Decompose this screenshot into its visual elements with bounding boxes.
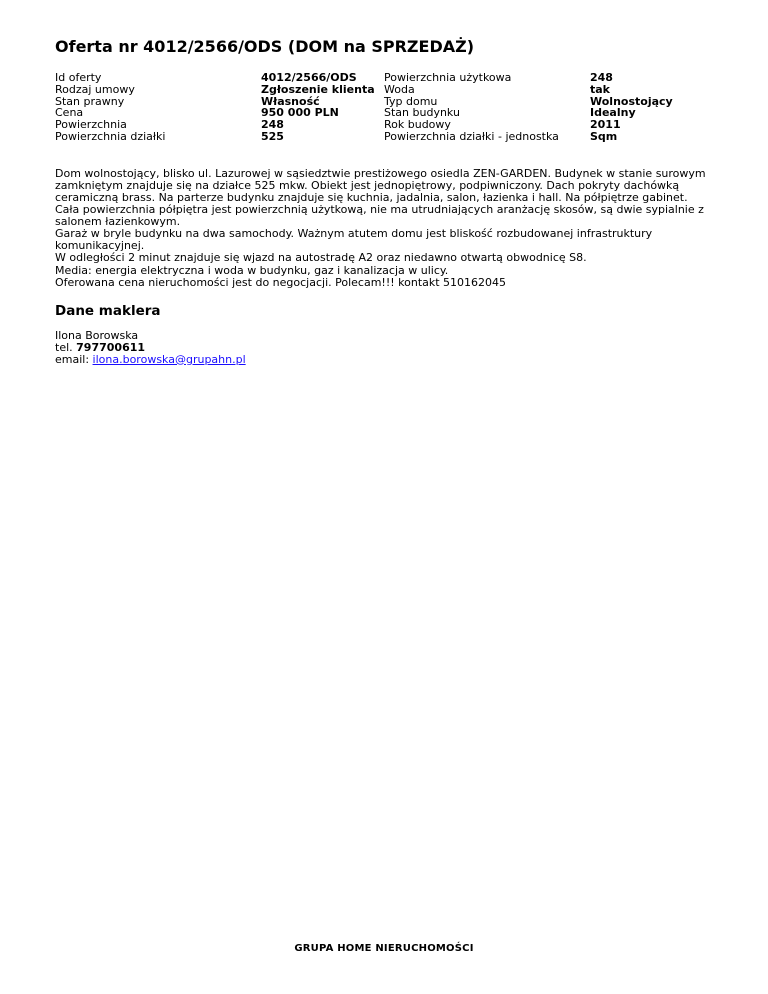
property-label: Powierzchnia działki bbox=[55, 129, 166, 143]
property-label: Stan prawny bbox=[55, 94, 125, 108]
description-paragraph: Oferowana cena nieruchomości jest do negocjacji. Polecam!!! kontakt 510162045 bbox=[55, 275, 507, 289]
property-label: Powierzchnia działki - jednostka bbox=[384, 129, 559, 143]
page-title: Oferta nr 4012/2566/ODS (DOM na SPRZEDAŻ) bbox=[55, 37, 475, 56]
property-value: 4012/2566/ODS bbox=[261, 71, 357, 84]
description-paragraph: Cała powierzchnia półpiętra jest powierzchnią użytkową, nie ma utrudniających aranżację skosów, są dwie sypialnie z salonem łazienkowym. bbox=[55, 203, 704, 229]
email-label: email: bbox=[55, 352, 93, 366]
property-values-right bbox=[590, 72, 710, 143]
property-label: Rodzaj umowy bbox=[55, 82, 135, 96]
property-label: Stan budynku bbox=[384, 106, 460, 120]
description-paragraph: Media: energia elektryczna i woda w budynku, gaz i kanalizacja w ulicy. bbox=[55, 263, 449, 277]
property-value: 2011 bbox=[590, 118, 621, 132]
property-label: Typ domu bbox=[384, 94, 438, 108]
offer-description bbox=[55, 168, 725, 289]
description-paragraph: W odległości 2 minut znajduje się wjazd na autostradę A2 oraz niedawno otwartą obwodnicę S8. bbox=[55, 251, 587, 265]
property-label: Cena bbox=[55, 106, 84, 120]
property-values-left bbox=[261, 72, 384, 143]
property-value: tak bbox=[590, 82, 610, 96]
property-label: Powierzchnia bbox=[55, 118, 127, 132]
property-labels-right bbox=[384, 72, 590, 143]
phone-label: tel. bbox=[55, 340, 77, 354]
property-value: Sqm bbox=[590, 129, 618, 143]
property-value: 248 bbox=[590, 71, 613, 84]
property-label: Powierzchnia użytkowa bbox=[384, 71, 512, 84]
footer-brand: GRUPA HOME NIERUCHOMOŚCI bbox=[294, 943, 474, 954]
property-value: 950 000 PLN bbox=[261, 106, 339, 120]
property-labels-left bbox=[55, 72, 261, 143]
phone-number: 797700611 bbox=[76, 340, 146, 354]
property-table bbox=[55, 72, 725, 143]
property-value: Zgłoszenie klienta bbox=[261, 82, 375, 96]
agent-name: Ilona Borowska bbox=[55, 328, 139, 342]
property-value: Własność bbox=[261, 94, 320, 108]
property-label: Id oferty bbox=[55, 71, 102, 84]
property-value: 248 bbox=[261, 118, 284, 132]
property-value: Wolnostojący bbox=[590, 94, 673, 108]
agent-email-row bbox=[55, 354, 725, 366]
property-label: Rok budowy bbox=[384, 118, 451, 132]
property-label: Woda bbox=[384, 82, 415, 96]
description-paragraph: Garaż w bryle budynku na dwa samochody. Ważnym atutem domu jest bliskość rozbudowanej infrastruktury komunikacyjnej. bbox=[55, 227, 653, 253]
agent-details bbox=[55, 330, 725, 366]
property-value: 525 bbox=[261, 129, 284, 143]
agent-heading: Dane maklera bbox=[55, 302, 161, 319]
property-value: Idealny bbox=[590, 106, 636, 120]
email-link[interactable]: ilona.borowska@grupahn.pl bbox=[92, 352, 246, 366]
offer-page bbox=[55, 36, 725, 366]
description-paragraph: Dom wolnostojący, blisko ul. Lazurowej w sąsiedztwie prestiżowego osiedla ZEN-GARDEN. Budynek w stanie surowym zamkniętym znajduje się na działce 525 mkw. Obiekt jest jednopiętrowy, podpiwniczony. Dach pokryty dachówką ceramiczną brass. Na parterze budynku znajduje się kuchnia, jadalnia, salon, łazienka i hall. Na półpiętrze gabinet. bbox=[55, 166, 706, 204]
